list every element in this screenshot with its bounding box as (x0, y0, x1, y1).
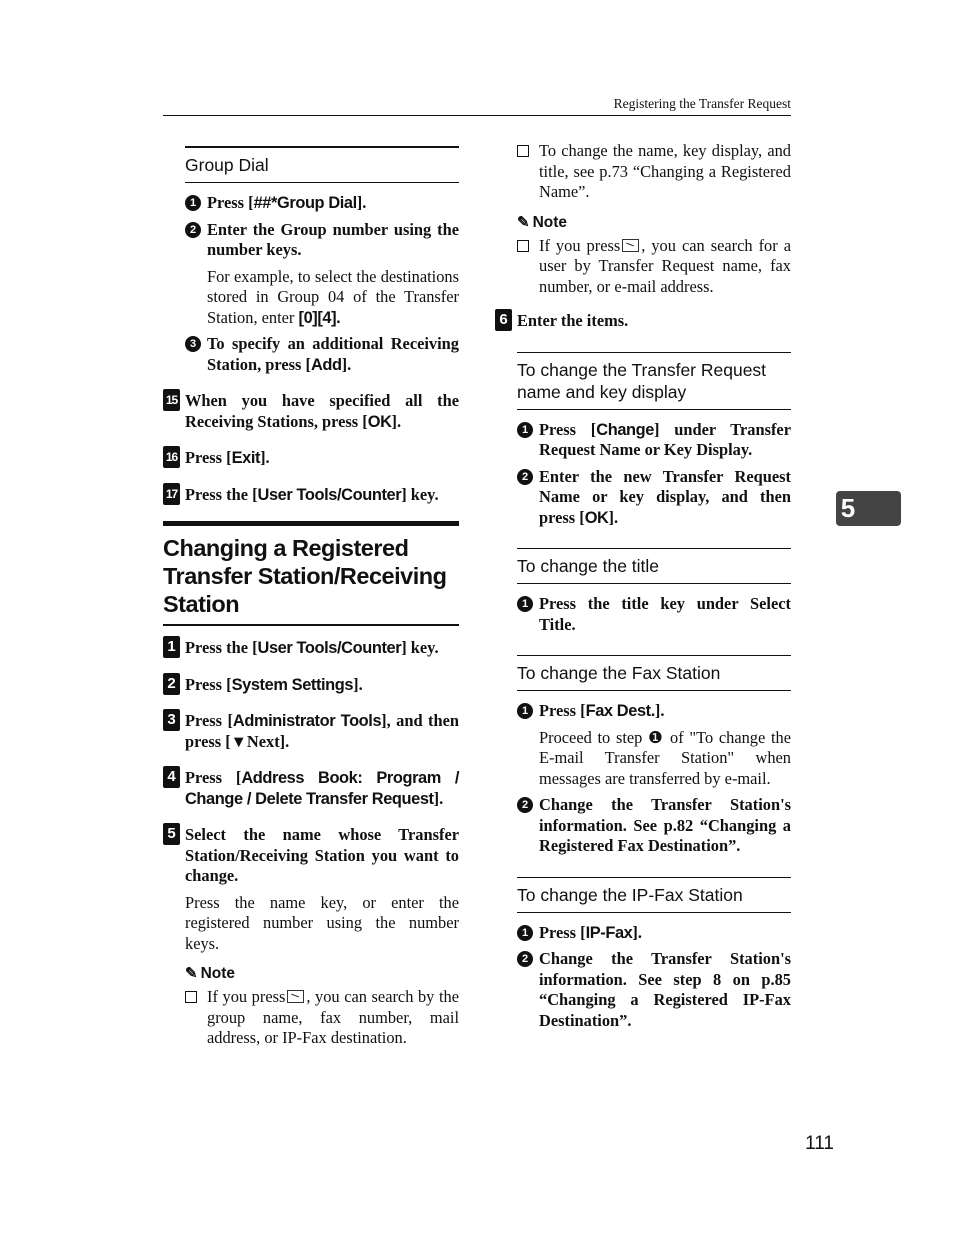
section-step-2: 2 Press [System Settings]. (163, 675, 459, 696)
step-number: 5 (163, 823, 180, 845)
fax-station-heading: To change the Fax Station (517, 655, 791, 691)
step-16: 16 Press [Exit]. (163, 448, 459, 469)
fax-step-1-body: Proceed to step ❶ of "To change the E-mail Transfer Station" when messages are transferred by e-mail. (539, 727, 791, 788)
step-5-body: Press the name key, or enter the registered number using the number keys. (185, 892, 459, 953)
fax-step-2: 2 Change the Transfer Station's information. See p.82 “Changing a Registered Fax Destination”. (517, 795, 791, 857)
note-heading: ✎ Note (185, 965, 236, 982)
section-step-4: 4 Press [Address Book: Program / Change / Delete Transfer Request]. (163, 768, 459, 809)
group-dial-key: ##*Group Dial (253, 194, 357, 212)
step-number: 6 (495, 309, 512, 331)
fax-step-1: 1 Press [Fax Dest.]. (517, 701, 791, 722)
pencil-icon: ✎ (185, 965, 198, 982)
left-column (163, 146, 459, 1057)
checkbox-bullet-icon (517, 240, 529, 252)
ipfax-step-1: 1 Press [IP-Fax]. (517, 923, 791, 944)
step-circle: 2 (517, 951, 533, 967)
section-step-3: 3 Press [Administrator Tools], and then press [▼Next]. (163, 711, 459, 752)
step-number: 1 (163, 636, 180, 658)
ipfax-step-2: 2 Change the Transfer Station's information. See step 8 on p.85 “Changing a Registered IP-Fax Destination”. (517, 949, 791, 1031)
step-circle: 1 (517, 703, 533, 719)
chapter-number: 5 (840, 493, 856, 523)
search-key-icon (287, 990, 304, 1003)
section-step-5: 5 Select the name whose Transfer Station/Receiving Station you want to change. (163, 825, 459, 887)
step-circle: 1 (517, 925, 533, 941)
group-dial-step-2: 2 Enter the Group number using the number keys. (185, 220, 459, 261)
bullet-item: To change the name, key display, and title, see p.73 “Changing a Registered Name”. (517, 141, 791, 203)
group-dial-step-3: 3 To specify an additional Receiving Station, press [Add]. (185, 334, 459, 375)
step-6: 6 Enter the items. (495, 311, 791, 332)
step-circle: 2 (517, 469, 533, 485)
checkbox-bullet-icon (517, 145, 529, 157)
group-dial-example: For example, to select the destinations stored in Group 04 of the Transfer Station, enter [0][4]. (207, 266, 459, 327)
section-step-1: 1 Press the [User Tools/Counter] key. (163, 638, 459, 659)
step-number: 17 (163, 483, 180, 505)
transfer-name-step-2: 2 Enter the new Transfer Request Name or key display, and then press [OK]. (517, 467, 791, 529)
note-item: If you press , you can search for a user by Transfer Request name, fax number, or e-mail address. (517, 236, 791, 298)
checkbox-bullet-icon (185, 991, 197, 1003)
group-dial-step-1: 1 Press [##*Group Dial]. (185, 193, 459, 214)
step-number: 3 (163, 709, 180, 731)
right-column (495, 141, 791, 1037)
section-title: Changing a Registered Transfer Station/Receiving Station (163, 521, 459, 626)
title-step-1: 1 Press the title key under Select Title. (517, 594, 791, 635)
ipfax-station-heading: To change the IP-Fax Station (517, 877, 791, 913)
pencil-icon: ✎ (517, 213, 530, 231)
search-key-icon (622, 239, 639, 252)
step-number: 4 (163, 766, 180, 788)
group-dial-heading: Group Dial (185, 146, 459, 183)
step-circle: 3 (185, 336, 201, 352)
transfer-name-step-1: 1 Press [Change] under Transfer Request Name or Key Display. (517, 420, 791, 461)
step-number: 2 (163, 673, 180, 695)
transfer-name-heading: To change the Transfer Request name and key display (517, 352, 791, 410)
running-header: Registering the Transfer Request (613, 96, 791, 111)
step-circle: 2 (517, 797, 533, 813)
step-number: 15 (163, 389, 180, 411)
page-number: 111 (805, 1133, 834, 1154)
step-circle: 1 (517, 596, 533, 612)
step-15: 15 When you have specified all the Receiving Stations, press [OK]. (163, 391, 459, 432)
number-keys: [0][4]. (298, 308, 341, 327)
step-circle: 1 (517, 422, 533, 438)
header-rule (163, 115, 791, 116)
note-heading: ✎ Note (517, 213, 568, 231)
note-item: If you press , you can search by the group name, fax number, mail address, or IP-Fax destination. (185, 987, 459, 1049)
step-circle: 2 (185, 222, 201, 238)
step-number: 16 (163, 446, 180, 468)
title-heading: To change the title (517, 548, 791, 584)
step-circle: 1 (185, 195, 201, 211)
step-17: 17 Press the [User Tools/Counter] key. (163, 485, 459, 506)
